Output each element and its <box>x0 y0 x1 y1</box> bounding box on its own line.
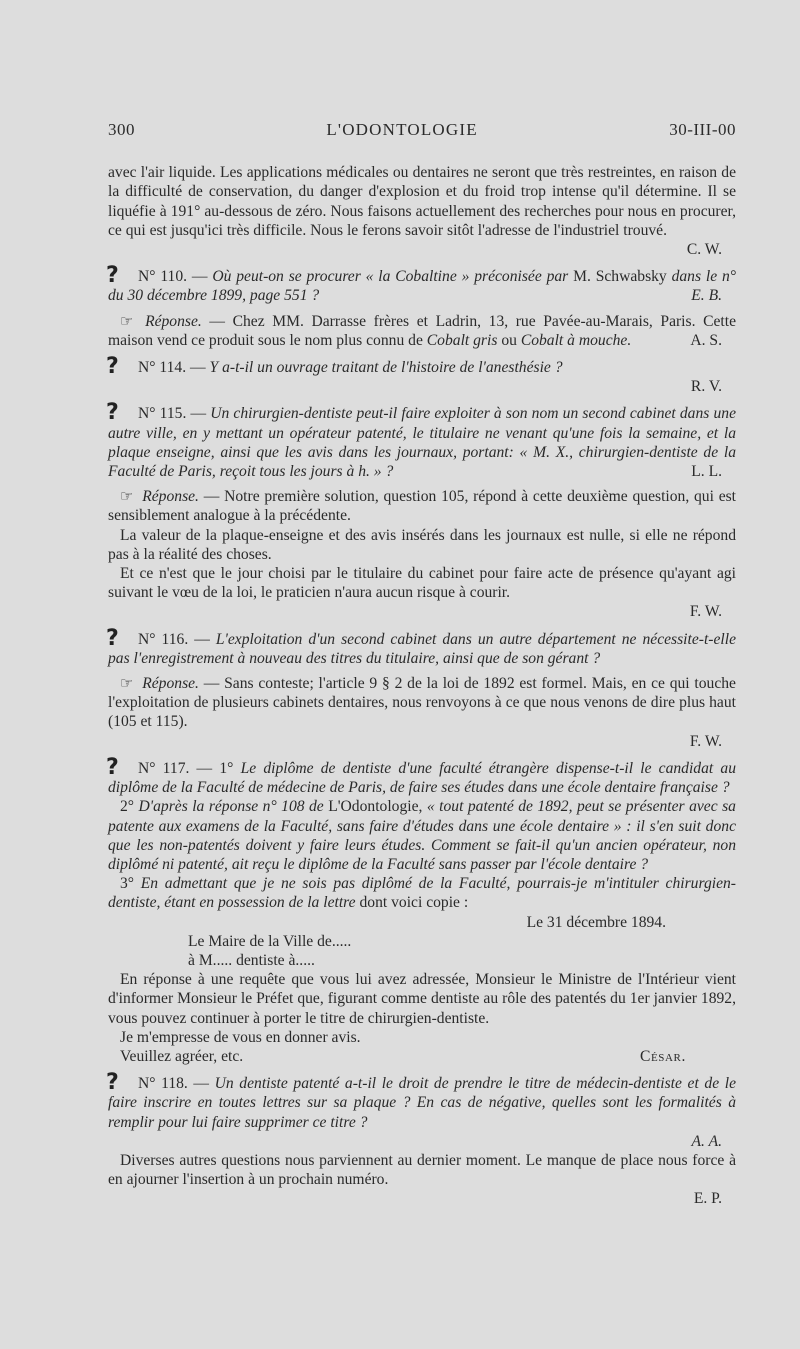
paragraph-air-liquide: avec l'air liquide. Les applications médicales ou dentaires ne seront que très restreintes, en raison de la difficulté de conservation, du danger d'explosion et du froid trop intense qu'il détermine. Il se liquéfie à 191° au-dessous de zéro. Nous faisons actuellement des recherches pour nous en procurer, ce qui est jusqu'ici très difficile. Nous le ferons savoir sitôt l'adresse de l'industriel trouvé. <box>108 164 736 239</box>
signature: F. W. <box>689 732 722 750</box>
question-number: N° 110. — <box>138 268 208 286</box>
signature: A. S. <box>690 331 722 349</box>
signature: R. V. <box>690 378 722 396</box>
question-mark-icon: ? <box>106 263 119 289</box>
question-mark-icon: ? <box>106 754 119 780</box>
signature: C. W. <box>686 241 722 259</box>
question-number: N° 116. — <box>138 630 210 648</box>
answer-115-paragraph-2: La valeur de la plaque-enseigne et des avis insérés dans les journaux est nulle, si elle ne répond pas à la réalité des choses. <box>108 526 736 563</box>
letter-line-1: Le Maire de la Ville de..... <box>188 932 352 950</box>
question-110 <box>106 263 736 305</box>
running-title: L'ODONTOLOGIE <box>326 120 478 139</box>
question-mark-icon: ? <box>106 625 119 651</box>
pointing-hand-icon: ☞ <box>120 674 134 693</box>
question-117: ? N° 117. — 1° Le diplôme de dentiste d'une faculté étrangère dispense-t-il le candidat au diplôme de la Faculté de médecine de Paris, de faire ses études dans une école dentaire française ? 2° D'après la réponse n° 108 de L'Odontologie, « tout patenté de 1892, peut se présenter avec sa patente aux examens de la Faculté, sans faire d'études dans une école dentaire » : il s'en suit donc que les non-patentés doivent y faire leurs études. Comment se fait-il qu'un ancien opérateur, non diplômé ni patenté, ait reçu le diplôme de la Faculté sans passer par l'école dentaire ? 3° En admettant que je ne sois pas diplômé de la Faculté, pourrais-je m'intituler chirurgien-dentiste, étant en possession de la lettre dont voici copie : <box>106 754 737 912</box>
letter-line-2: à M..... dentiste à..... <box>188 951 315 969</box>
signature: E. B. <box>691 287 722 305</box>
answer-label: Réponse. <box>145 312 202 330</box>
answer-116 <box>108 674 736 732</box>
question-number: N° 115. — <box>138 405 207 423</box>
answer-label: Réponse. <box>142 488 199 506</box>
answer-text: — Sans conteste; l'article 9 § 2 de la loi de 1892 est formel. Mais, en ce qui touche l'exploitation de plusieurs cabinets dentaires, nous renvoyons à ce que nous venons de dire plus haut (105 et 115). <box>108 675 736 731</box>
signature: L. L. <box>691 463 722 481</box>
question-text: L'exploitation d'un second cabinet dans un autre département ne nécessite-t-elle pas l'enregistrement à nouveau des titres du titulaire, ainsi que de son gérant ? <box>108 630 736 667</box>
signature: E. P. <box>693 1190 722 1208</box>
closing-note: Diverses autres questions nous parviennent au dernier moment. Le manque de place nous force à en ajourner l'insertion à un prochain numéro. <box>108 1151 736 1189</box>
pointing-hand-icon: ☞ <box>120 487 134 506</box>
question-116 <box>106 625 736 668</box>
question-mark-icon: ? <box>106 354 119 380</box>
page-number: 300 <box>108 120 135 139</box>
answer-text: — Chez MM. Darrasse frères et Ladrin, 13, rue Pavée-au-Marais, Paris. Cette maison vend ce produit sous le nom plus connu de <box>108 312 736 349</box>
letter-body-2: Je m'empresse de vous en donner avis. <box>120 1028 361 1046</box>
question-text: Y a-t-il un ouvrage traitant de l'histoire de l'anesthésie ? <box>209 359 563 377</box>
question-number: N° 117. — 1° <box>138 759 234 777</box>
answer-115 <box>108 487 736 525</box>
question-text: Un chirurgien-dentiste peut-il faire exploiter à son nom un second cabinet dans une autre ville, en y mettant un opérateur patenté, le titulaire ne venant qu'une fois la semaine, et la plaque enseigne, ainsi que les avis dans les journaux, portant: « M. X., chirurgien-dentiste de la Faculté de Paris, reçoit tous les jours à h. » ? <box>108 405 736 481</box>
question-mark-icon: ? <box>106 1070 119 1096</box>
question-118 <box>106 1070 736 1151</box>
question-mark-icon: ? <box>106 400 119 426</box>
question-text: Le diplôme de dentiste d'une faculté étrangère dispense-t-il le candidat au diplôme de la Faculté de médecine de Paris, de faire ses études dans une école dentaire française ? <box>108 759 737 797</box>
question-114 <box>106 354 736 396</box>
signature: F. W. <box>689 603 722 621</box>
question-number: N° 114. — <box>138 359 206 377</box>
letter-signature: César. <box>639 1047 686 1065</box>
letter-closing: Veuillez agréer, etc. <box>120 1047 244 1065</box>
letter-date: Le 31 décembre 1894. <box>526 913 666 931</box>
answer-115-paragraph-3: Et ce n'est que le jour choisi par le titulaire du cabinet pour faire acte de présence qu'ayant agi suivant le vœu de la loi, le praticien n'aura aucun risque à courir. <box>108 565 736 602</box>
question-text: Un dentiste patenté a-t-il le droit de prendre le titre de médecin-dentiste et de le faire inscrire en toutes lettres sur sa plaque ? En cas de négative, quelles sont les formalités à remplir pour lui faire supprimer ce titre ? <box>108 1075 736 1131</box>
text-column <box>108 120 736 1209</box>
question-number: N° 118. — <box>138 1075 210 1093</box>
signature: A. A. <box>691 1132 722 1150</box>
pointing-hand-icon: ☞ <box>120 311 134 330</box>
question-name: M. Schwabsky <box>573 268 667 286</box>
issue-date: 30-III-00 <box>669 120 736 139</box>
letter-body: En réponse à une requête que vous lui avez adressée, Monsieur le Ministre de l'Intérieur vient d'informer Monsieur le Préfet que, figurant comme dentiste au rôle des patentés du 1er janvier 1892, vous pouvez continuer à porter le titre de chirurgien-dentiste. <box>108 971 736 1027</box>
page-header <box>108 120 736 139</box>
quoted-letter <box>108 913 736 1067</box>
answer-text: — Notre première solution, question 105, répond à cette deuxième question, qui est sensiblement analogue à la précédente. <box>108 488 737 525</box>
question-text: Où peut-on se procurer « la Cobaltine » préconisée par <box>212 268 569 286</box>
question-115 <box>106 400 736 481</box>
answer-label: Réponse. <box>142 675 199 693</box>
question-text-2: dans le n° du 30 décembre 1899, page 551 ? <box>108 268 736 305</box>
answer-110: ☞ Réponse. — Chez MM. Darrasse frères et Ladrin, 13, rue Pavée-au-Marais, Paris. Cette maison vend ce produit sous le nom plus connu de Cobalt gris ou Cobalt à mouche. A. S. <box>108 311 736 349</box>
